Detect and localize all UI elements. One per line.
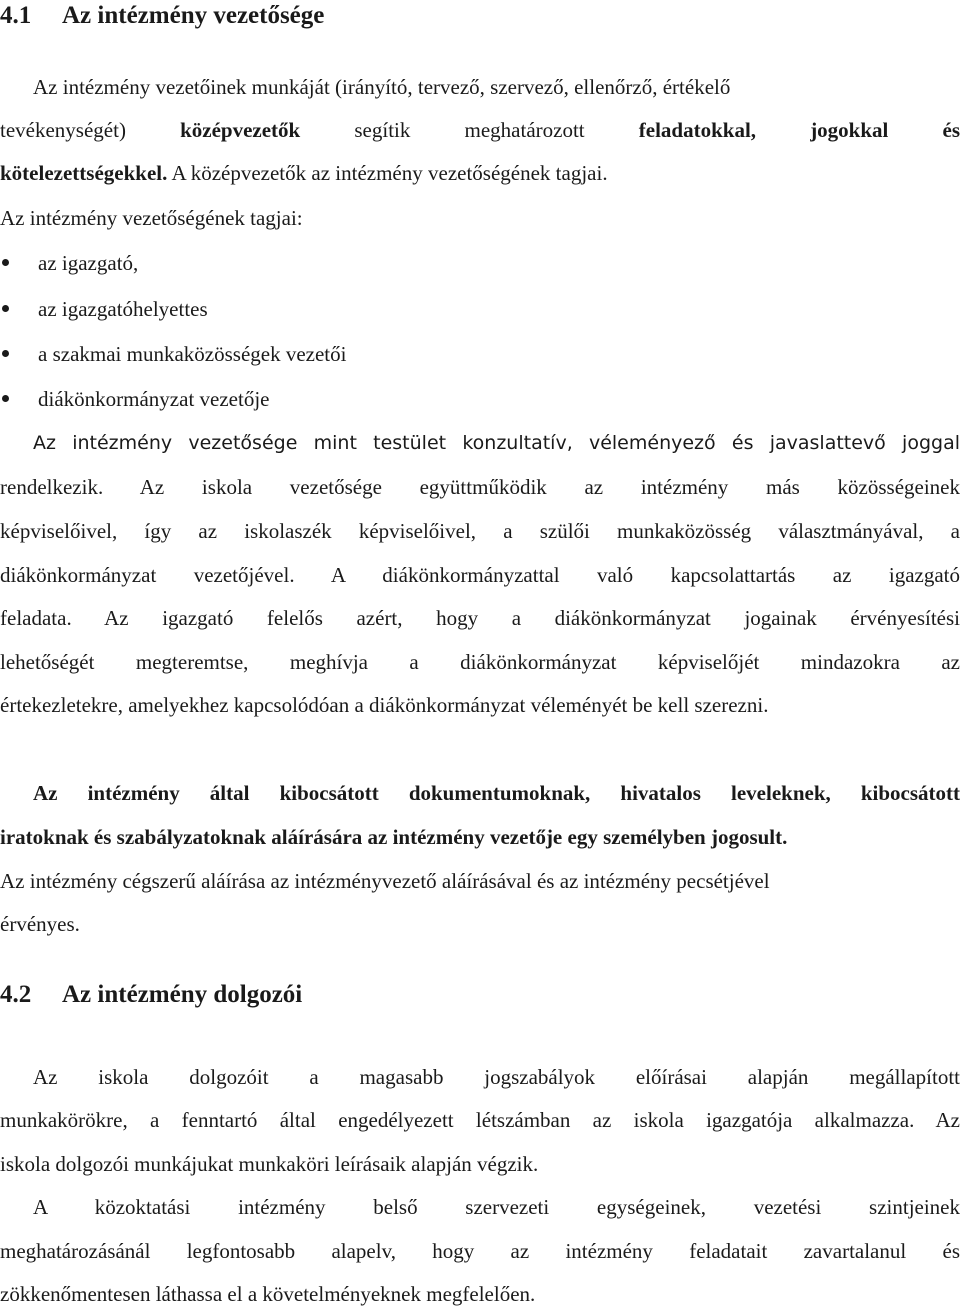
bullet-icon bbox=[2, 305, 9, 312]
paragraph-line: zökkenőmentesen láthassa el a követelményeknek megfelelően. bbox=[0, 1282, 536, 1306]
bullet-icon bbox=[2, 395, 9, 402]
list-item-text: az igazgatóhelyettes bbox=[38, 297, 208, 321]
paragraph-line: iskola dolgozói munkájukat munkaköri leírásaik alapján végzik. bbox=[0, 1152, 539, 1176]
paragraph-line: A közoktatási intézmény belső szervezeti egységeinek, vezetési szintjeinek bbox=[33, 1195, 960, 1219]
paragraph-line: Az intézmény cégszerű aláírása az intézményvezető aláírásával és az intézmény pecsétjével bbox=[0, 869, 770, 893]
text-span: meghatározott bbox=[464, 118, 585, 142]
section-heading-4-1 bbox=[0, 1, 324, 31]
paragraph-line: diákönkormányzat vezetőjével. A diákönkormányzattal való kapcsolattartás az igazgató bbox=[0, 563, 960, 587]
paragraph-line: munkakörökre, a fenntartó által engedélyezett létszámban az iskola igazgatója alkalmazza. Az bbox=[0, 1108, 960, 1132]
paragraph-line: lehetőségét megteremtse, meghívja a diákönkormányzat képviselőjét mindazokra az bbox=[0, 650, 960, 674]
paragraph-line: rendelkezik. Az iskola vezetősége együttműködik az intézmény más közösségeinek bbox=[0, 475, 960, 499]
section-number: 4.2 bbox=[0, 981, 32, 1008]
paragraph-line: képviselőivel, így az iskolaszék képviselőivel, a szülői munkaközösség választmányával, a bbox=[0, 519, 960, 543]
bullet-icon bbox=[2, 259, 9, 266]
section-title: Az intézmény dolgozói bbox=[62, 981, 303, 1008]
list-item-text: a szakmai munkaközösségek vezetői bbox=[38, 342, 347, 366]
paragraph-line: iratoknak és szabályzatoknak aláírására az intézmény vezetője egy személyben jogosult. bbox=[0, 825, 788, 849]
paragraph-line: Az intézmény által kibocsátott dokumentumoknak, hivatalos leveleknek, kibocsátott bbox=[33, 781, 960, 805]
section-title: Az intézmény vezetősége bbox=[62, 2, 325, 29]
text-span: A középvezetők az intézmény vezetőségének tagjai. bbox=[167, 161, 608, 185]
section-heading-4-2 bbox=[0, 980, 302, 1010]
paragraph-line bbox=[0, 161, 960, 185]
bold-text: jogokkal bbox=[810, 118, 889, 142]
paragraph-line: feladata. Az igazgató felelős azért, hogy a diákönkormányzat jogainak érvényesítési bbox=[0, 606, 960, 630]
bullet-icon bbox=[2, 350, 9, 357]
paragraph-line: Az intézmény vezetősége mint testület konzultatív, véleményező és javaslattevő joggal bbox=[33, 432, 960, 454]
bold-text: feladatokkal, bbox=[638, 118, 757, 142]
bold-text: kötelezettségekkel. bbox=[0, 161, 168, 185]
section-number: 4.1 bbox=[0, 2, 32, 29]
paragraph-line: érvényes. bbox=[0, 912, 80, 936]
paragraph-line: Az intézmény vezetőinek munkáját (irányító, tervező, szervező, ellenőrző, értékelő bbox=[33, 75, 731, 99]
text-span: tevékenységét) bbox=[0, 118, 126, 142]
bold-text: középvezetők bbox=[180, 118, 301, 142]
paragraph-line: meghatározásánál legfontosabb alapelv, hogy az intézmény feladatait zavartalanul és bbox=[0, 1239, 960, 1263]
list-item-text: az igazgató, bbox=[38, 251, 139, 275]
list-item-text: diákönkormányzat vezetője bbox=[38, 387, 270, 411]
paragraph-line: Az intézmény vezetőségének tagjai: bbox=[0, 206, 303, 230]
paragraph-line: Az iskola dolgozóit a magasabb jogszabályok előírásai alapján megállapított bbox=[33, 1065, 960, 1089]
bold-text: és bbox=[942, 118, 960, 142]
paragraph-line: értekezletekre, amelyekhez kapcsolódóan a diákönkormányzat véleményét be kell szerezni. bbox=[0, 693, 769, 717]
text-span: segítik bbox=[354, 118, 411, 142]
paragraph-line bbox=[0, 118, 960, 142]
